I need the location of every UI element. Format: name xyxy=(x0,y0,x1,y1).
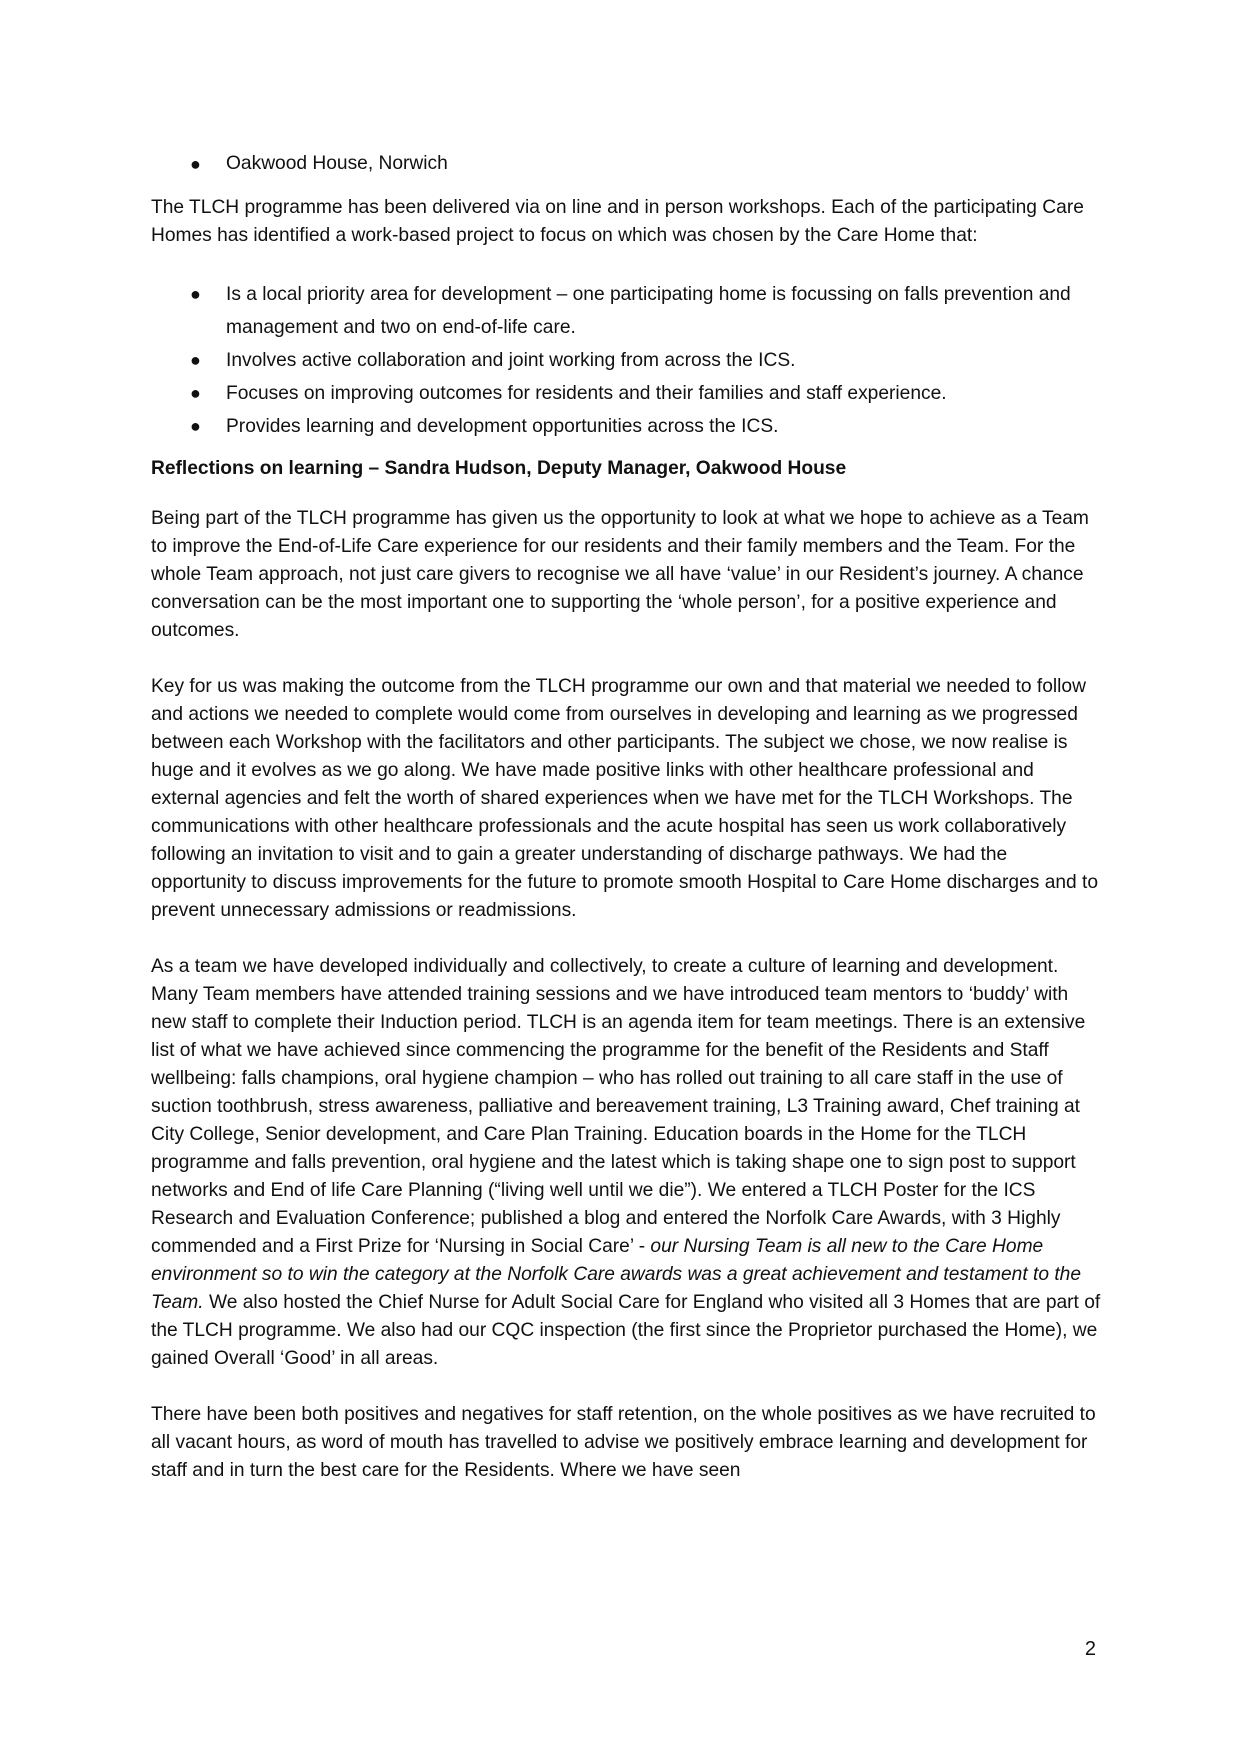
page-number: 2 xyxy=(1084,1638,1096,1660)
intro-paragraph: The TLCH programme has been delivered via on line and in person workshops. Each of the participating Care Homes has identified a work-based project to focus on which was chosen by the Care Home that: xyxy=(151,197,1084,246)
list-item-text: Is a local priority area for development – one participating home is focussing on falls prevention and management and two on end-of-life care. xyxy=(226,284,1071,338)
list-item xyxy=(151,377,1101,410)
care-home-list xyxy=(151,150,1101,178)
criteria-list xyxy=(151,278,1101,443)
list-item xyxy=(151,150,1101,178)
list-item-text: Oakwood House, Norwich xyxy=(226,153,448,174)
page-content xyxy=(151,150,1101,1513)
body-paragraph: Key for us was making the outcome from the TLCH programme our own and that material we needed to follow and actions we needed to complete would come from ourselves in developing and learning as we progressed between each Workshop with the facilitators and other participants. The subject we chose, we now realise is huge and it evolves as we go along. We have made positive links with other healthcare professional and external agencies and felt the worth of shared experiences when we have met for the TLCH Workshops. The communications with other healthcare professionals and the acute hospital has seen us work collaboratively following an invitation to visit and to gain a greater understanding of discharge pathways. We had the opportunity to discuss improvements for the future to promote smooth Hospital to Care Home discharges and to prevent unnecessary admissions or readmissions. xyxy=(151,676,1099,921)
list-item xyxy=(151,278,1101,344)
list-item-text: Involves active collaboration and joint working from across the ICS. xyxy=(226,350,796,371)
list-item-text: Provides learning and development opportunities across the ICS. xyxy=(226,416,779,437)
italic-quote: our Nursing Team is all new to the Care Home environment so to win the category at the Norfolk Care awards was a great achievement and testament to the Team. xyxy=(151,1236,1082,1313)
paragraph-text: As a team we have developed individually and collectively, to create a culture of learning and development. Many Team members have attended training sessions and we have introduced team mentors to ‘buddy’ with new staff to complete their Induction period. TLCH is an agenda item for team meetings. There is an extensive list of what we have achieved since commencing the programme for the benefit of the Residents and Staff wellbeing: falls champions, oral hygiene champion – who has rolled out training to all care staff in the use of suction toothbrush, stress awareness, palliative and bereavement training, L3 Training award, Chef training at City College, Senior development, and Care Plan Training. Education boards in the Home for the TLCH programme and falls prevention, oral hygiene and the latest which is taking shape one to sign post to support networks and End of life Care Planning (“living well until we die”). We entered a TLCH Poster for the ICS Research and Evaluation Conference; published a blog and entered the Norfolk Care Awards, with 3 Highly commended and a First Prize for ‘Nursing in Social Care’ - xyxy=(151,956,1086,1257)
list-item-text: Focuses on improving outcomes for residents and their families and staff experience. xyxy=(226,383,947,404)
list-item xyxy=(151,344,1101,377)
bullet-icon: ● xyxy=(190,416,201,436)
bullet-icon: ● xyxy=(190,284,201,304)
list-item xyxy=(151,410,1101,443)
bullet-icon: ● xyxy=(190,383,201,403)
bullet-icon: ● xyxy=(190,154,201,174)
body-paragraph xyxy=(151,953,1101,1373)
bullet-icon: ● xyxy=(190,350,201,370)
body-paragraph: Being part of the TLCH programme has given us the opportunity to look at what we hope to achieve as a Team to improve the End-of-Life Care experience for our residents and their family members and the Team. For the whole Team approach, not just care givers to recognise we all have ‘value’ in our Resident’s journey. A chance conversation can be the most important one to supporting the ‘whole person’, for a positive experience and outcomes. xyxy=(151,508,1089,641)
paragraph-text: We also hosted the Chief Nurse for Adult Social Care for England who visited all 3 Homes that are part of the TLCH programme. We also had our CQC inspection (the first since the Proprietor purchased the Home), we gained Overall ‘Good’ in all areas. xyxy=(151,1292,1101,1369)
section-heading: Reflections on learning – Sandra Hudson, Deputy Manager, Oakwood House xyxy=(151,458,847,479)
body-paragraph: There have been both positives and negatives for staff retention, on the whole positives as we have recruited to all vacant hours, as word of mouth has travelled to advise we positively embrace learning and development for staff and in turn the best care for the Residents. Where we have seen xyxy=(151,1404,1096,1481)
